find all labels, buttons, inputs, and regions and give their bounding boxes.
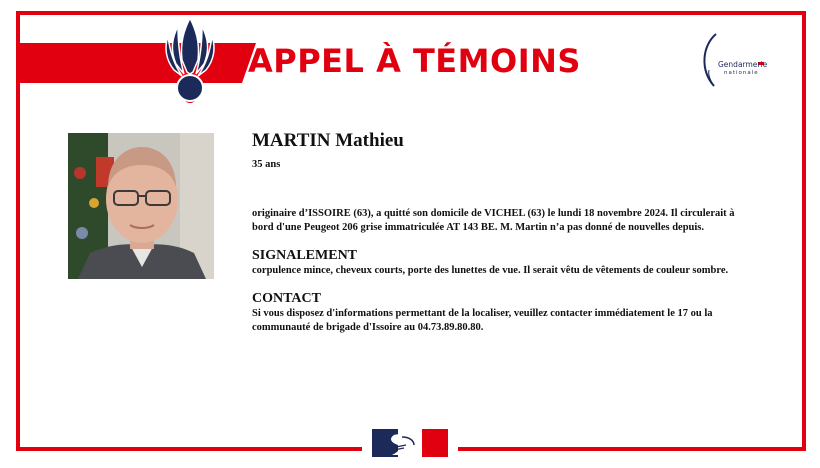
gendarmerie-grenade-icon xyxy=(158,16,222,104)
person-description: originaire d’ISSOIRE (63), a quitté son domicile de VICHEL (63) le lundi 18 novembre 2024. Il circulerait à bord d'une Peugeot 206 grise immatriculée AT 143 BE. M. Martin n’a pas donné de nouvelles depuis. xyxy=(252,208,735,233)
logo-line1: Gendarmerie xyxy=(718,60,768,69)
person-name: MARTIN Mathieu xyxy=(252,130,404,151)
contact-text: Si vous disposez d'informations permettant de la localiser, veuillez contacter immédiatement le 17 ou la communauté de brigade d'Issoire au 04.73.89.80.80. xyxy=(252,308,713,333)
logo-line2: nationale xyxy=(724,70,759,76)
signalement-heading: SIGNALEMENT xyxy=(252,248,358,263)
person-photo xyxy=(68,133,214,279)
notice-content xyxy=(252,130,742,335)
republique-francaise-marianne-icon xyxy=(372,429,448,457)
page-title: APPEL À TÉMOINS xyxy=(248,42,581,80)
contact-heading: CONTACT xyxy=(252,291,321,306)
person-age: 35 ans xyxy=(252,159,281,170)
signalement-text: corpulence mince, cheveux courts, porte des lunettes de vue. Il serait vêtu de vêtements de couleur sombre. xyxy=(252,265,729,276)
